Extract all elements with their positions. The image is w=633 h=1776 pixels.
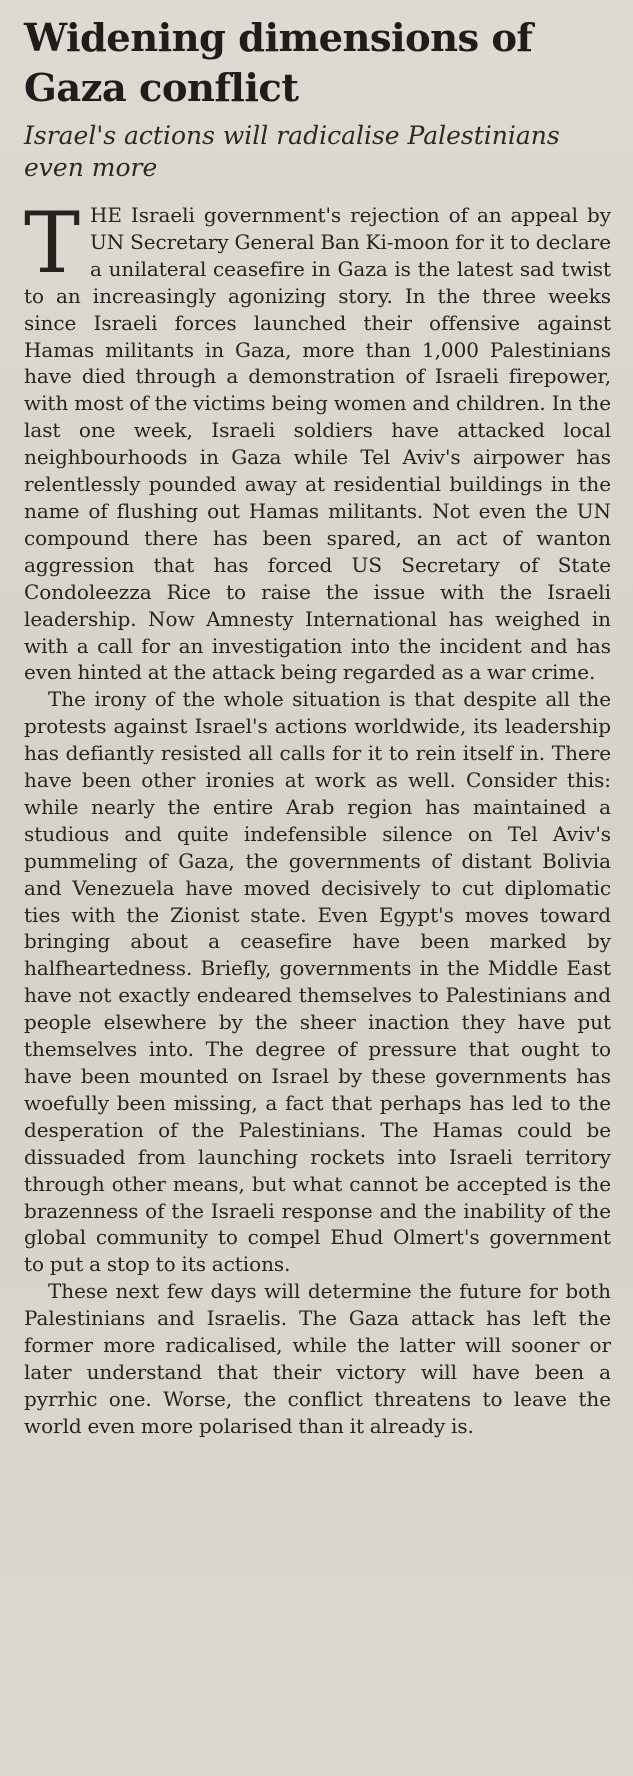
drop-cap: T — [24, 194, 80, 292]
article-subheadline: Israel's actions will radicalise Palestinians even more — [24, 121, 560, 182]
article-headline: Widening dimensions of Gaza conflict — [24, 16, 533, 111]
article-body — [24, 194, 611, 1440]
article-paragraph-3: These next few days will determine the future for both Palestinians and Israelis. The Gaza attack has left the former more radicalised, while the latter will sooner or later understand that their victory will have been a pyrrhic one. Worse, the conflict threatens to leave the world even more polarised than it already is. — [24, 1279, 611, 1438]
paragraph-1-text: HE Israeli government's rejection of an appeal by UN Secretary General Ban Ki-moon for it to declare a unilateral ceasefire in Gaza is the latest sad twist to an increasingly agonizing story. In the three weeks since Israeli forces launched their offensive against Hamas militants in Gaza, more than 1,000 Palestinians have died through a demonstration of Israeli firepower, with most of the victims being women and children. In the last one week, Israeli soldiers have attacked local neighbourhoods in Gaza while Tel Aviv's airpower has relentlessly pounded away at residential buildings in the name of flushing out Hamas militants. Not even the UN compound there has been spared, an act of wanton aggression that has forced US Secretary of State Condoleezza Rice to raise the issue with the Israeli leadership. Now Amnesty International has weighed in with a call for an investigation into the incident and has even hinted at the attack being regarded as a war crime. — [24, 203, 611, 685]
article-paragraph-1 — [24, 194, 611, 686]
article-paragraph-2: The irony of the whole situation is that despite all the protests against Israel's actions worldwide, its leadership has defiantly resisted all calls for it to rein itself in. There have been other ironies at work as well. Consider this: while nearly the entire Arab region has maintained a studious and quite indefensible silence on Tel Aviv's pummeling of Gaza, the governments of distant Bolivia and Venezuela have moved decisively to cut diplomatic ties with the Zionist state. Even Egypt's moves toward bringing about a ceasefire have been marked by halfheartedness. Briefly, governments in the Middle East have not exactly endeared themselves to Palestinians and people elsewhere by the sheer inaction they have put themselves into. The degree of pressure that ought to have been mounted on Israel by these governments has woefully been missing, a fact that perhaps has led to the desperation of the Palestinians. The Hamas could be dissuaded from launching rockets into Israeli territory through other means, but what cannot be accepted is the brazenness of the Israeli response and the inability of the global community to compel Ehud Olmert's government to put a stop to its actions. — [24, 687, 611, 1277]
